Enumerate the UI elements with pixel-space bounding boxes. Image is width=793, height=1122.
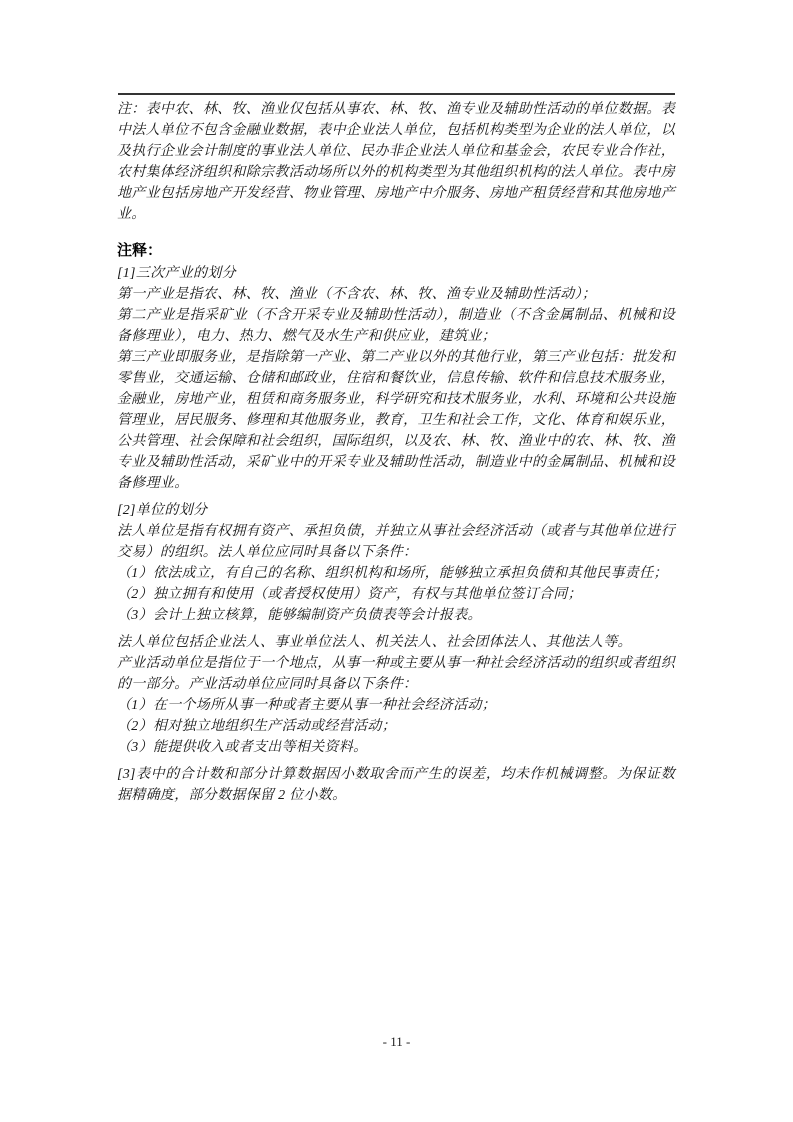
note2-activity-unit-condition-3: （3）能提供收入或者支出等相关资料。 <box>117 740 368 755</box>
note1-primary-industry: 第一产业是指农、林、牧、渔业（不含农、林、牧、渔专业及辅助性活动）； <box>117 287 597 302</box>
notes-heading: 注释： <box>117 242 163 259</box>
note2-activity-unit-definition: 产业活动单位是指位于一个地点，从事一种或主要从事一种社会经济活动的组织或者组织的一部分。产业活动单位应同时具备以下条件： <box>117 656 675 692</box>
note2-legal-unit-types: 法人单位包括企业法人、事业单位法人、机关法人、社会团体法人、其他法人等。 <box>117 635 632 650</box>
note1-secondary-industry: 第二产业是指采矿业（不含开采专业及辅助性活动），制造业（不含金属制品、机械和设备修理业），电力、热力、燃气及水生产和供应业，建筑业； <box>117 308 675 344</box>
note2-legal-unit-condition-2: （2）独立拥有和使用（或者授权使用）资产，有权与其他单位签订合同； <box>117 587 582 602</box>
note2-legal-unit-definition: 法人单位是指有权拥有资产、承担负债，并独立从事社会经济活动（或者与其他单位进行交易）的组织。法人单位应同时具备以下条件： <box>117 524 675 560</box>
note2-legal-unit-condition-1: （1）依法成立，有自己的名称、组织机构和场所，能够独立承担负债和其他民事责任； <box>117 566 668 581</box>
note1-tertiary-industry: 第三产业即服务业，是指除第一产业、第二产业以外的其他行业，第三产业包括：批发和零售业，交通运输、仓储和邮政业，住宿和餐饮业，信息传输、软件和信息技术服务业，金融业，房地产业，租赁和商务服务业，科学研究和技术服务业，水利、环境和公共设施管理业，居民服务、修理和其他服务业，教育，卫生和社会工作，文化、体育和娱乐业，公共管理、社会保障和社会组织，国际组织，以及农、林、牧、渔业中的农、林、牧、渔专业及辅助性活动，采矿业中的开采专业及辅助性活动，制造业中的金属制品、机械和设备修理业。 <box>117 350 675 491</box>
note1-title: [1]三次产业的划分 <box>117 266 236 281</box>
note2-title: [2]单位的划分 <box>117 503 208 518</box>
note3-rounding: [3]表中的合计数和部分计算数据因小数取舍而产生的误差，均未作机械调整。为保证数据精确度，部分数据保留 2 位小数。 <box>117 767 675 803</box>
note2-legal-unit-condition-3: （3）会计上独立核算，能够编制资产负债表等会计报表。 <box>117 608 482 623</box>
table-footnote: 注：表中农、林、牧、渔业仅包括从事农、林、牧、渔专业及辅助性活动的单位数据。表中法人单位不包含金融业数据，表中企业法人单位，包括机构类型为企业的法人单位，以及执行企业会计制度的事业法人单位、民办非企业法人单位和基金会，农民专业合作社，农村集体经济组织和除宗教活动场所以外的机构类型为其他组织机构的法人单位。表中房地产业包括房地产开发经营、物业管理、房地产中介服务、房地产租赁经营和其他房地产业。 <box>117 102 675 222</box>
document-body <box>117 99 675 806</box>
page-number: - 11 - <box>382 1034 411 1049</box>
note2-activity-unit-condition-2: （2）相对独立地组织生产活动或经营活动； <box>117 719 396 734</box>
note2-activity-unit-condition-1: （1）在一个场所从事一种或者主要从事一种社会经济活动； <box>117 698 497 713</box>
table-bottom-rule <box>118 93 675 95</box>
